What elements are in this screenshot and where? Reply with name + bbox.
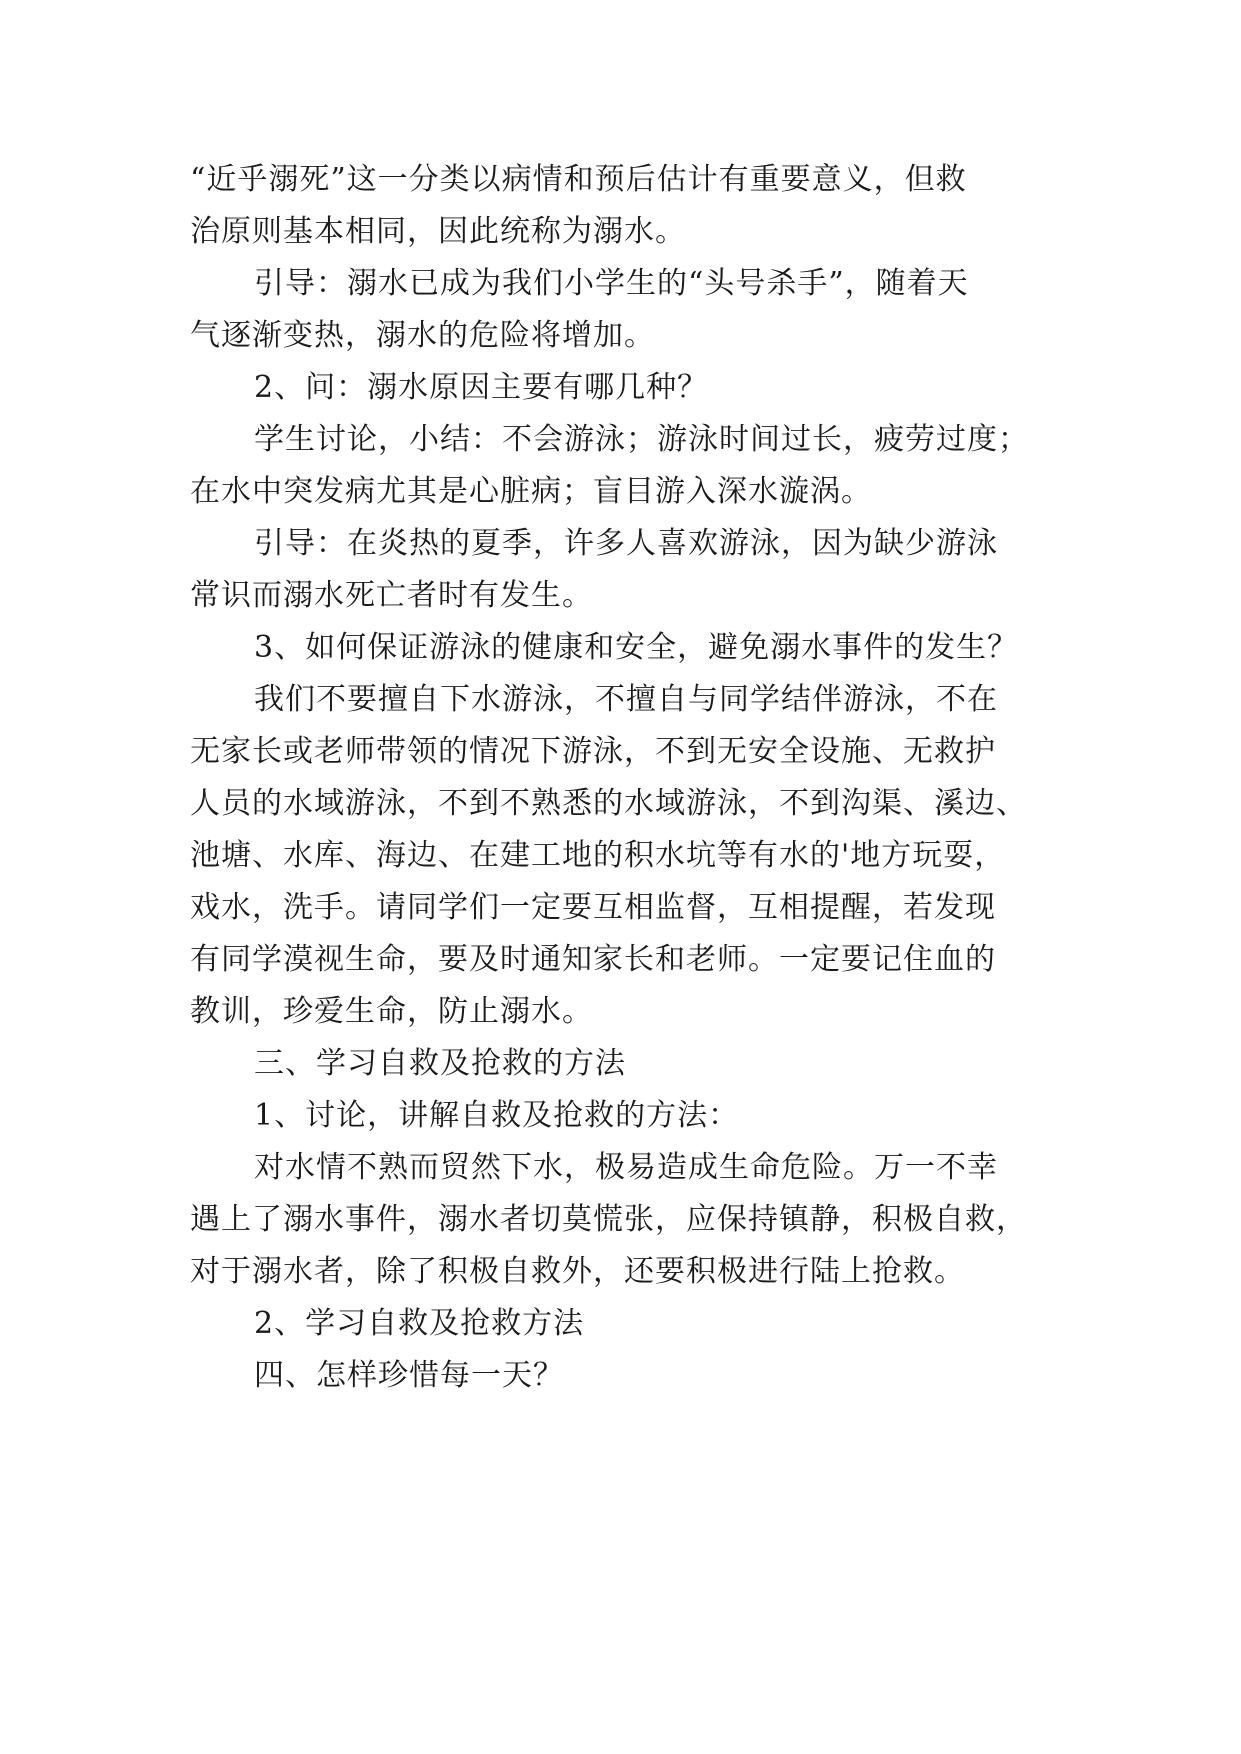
text-line: 引导：在炎热的夏季，许多人喜欢游泳，因为缺少游泳 <box>254 526 998 561</box>
text-line: 常识而溺水死亡者时有发生。 <box>190 578 593 613</box>
text-line: 2、问：溺水原因主要有哪几种？ <box>254 370 709 405</box>
text-line: 学生讨论，小结：不会游泳；游泳时间过长，疲劳过度； <box>254 422 1029 457</box>
text-line: 在水中突发病尤其是心脏病；盲目游入深水漩涡。 <box>190 474 872 509</box>
text-line: 人员的水域游泳，不到不熟悉的水域游泳，不到沟渠、溪边、 <box>190 786 1027 821</box>
text-line: 有同学漠视生命，要及时通知家长和老师。一定要记住血的 <box>190 942 996 977</box>
text-line: 治原则基本相同，因此统称为溺水。 <box>190 214 686 249</box>
text-line: 2、学习自救及抢救方法 <box>254 1306 585 1341</box>
text-line: 无家长或老师带领的情况下游泳，不到无安全设施、无救护 <box>190 734 996 769</box>
text-line: 池塘、水库、海边、在建工地的积水坑等有水的'地方玩耍， <box>190 838 1006 873</box>
text-line: “近乎溺死”这一分类以病情和预后估计有重要意义，但救 <box>190 162 967 197</box>
text-line: 对水情不熟而贸然下水，极易造成生命危险。万一不幸 <box>254 1150 998 1185</box>
text-line: 对于溺水者，除了积极自救外，还要积极进行陆上抢救。 <box>190 1254 965 1289</box>
text-line: 三、学习自救及抢救的方法 <box>254 1046 626 1081</box>
text-line: 3、如何保证游泳的健康和安全，避免溺水事件的发生？ <box>254 630 1019 665</box>
text-line: 四、怎样珍惜每一天？ <box>254 1358 564 1393</box>
text-line: 教训，珍爱生命，防止溺水。 <box>190 994 593 1029</box>
text-line: 戏水，洗手。请同学们一定要互相监督，互相提醒，若发现 <box>190 890 996 925</box>
text-line: 引导：溺水已成为我们小学生的“头号杀手”，随着天 <box>254 266 969 301</box>
text-line: 遇上了溺水事件，溺水者切莫慌张，应保持镇静，积极自救， <box>190 1202 1027 1237</box>
text-line: 我们不要擅自下水游泳，不擅自与同学结伴游泳，不在 <box>254 682 998 717</box>
text-line: 1、讨论，讲解自救及抢救的方法： <box>254 1098 740 1133</box>
text-line: 气逐渐变热，溺水的危险将增加。 <box>190 318 655 353</box>
